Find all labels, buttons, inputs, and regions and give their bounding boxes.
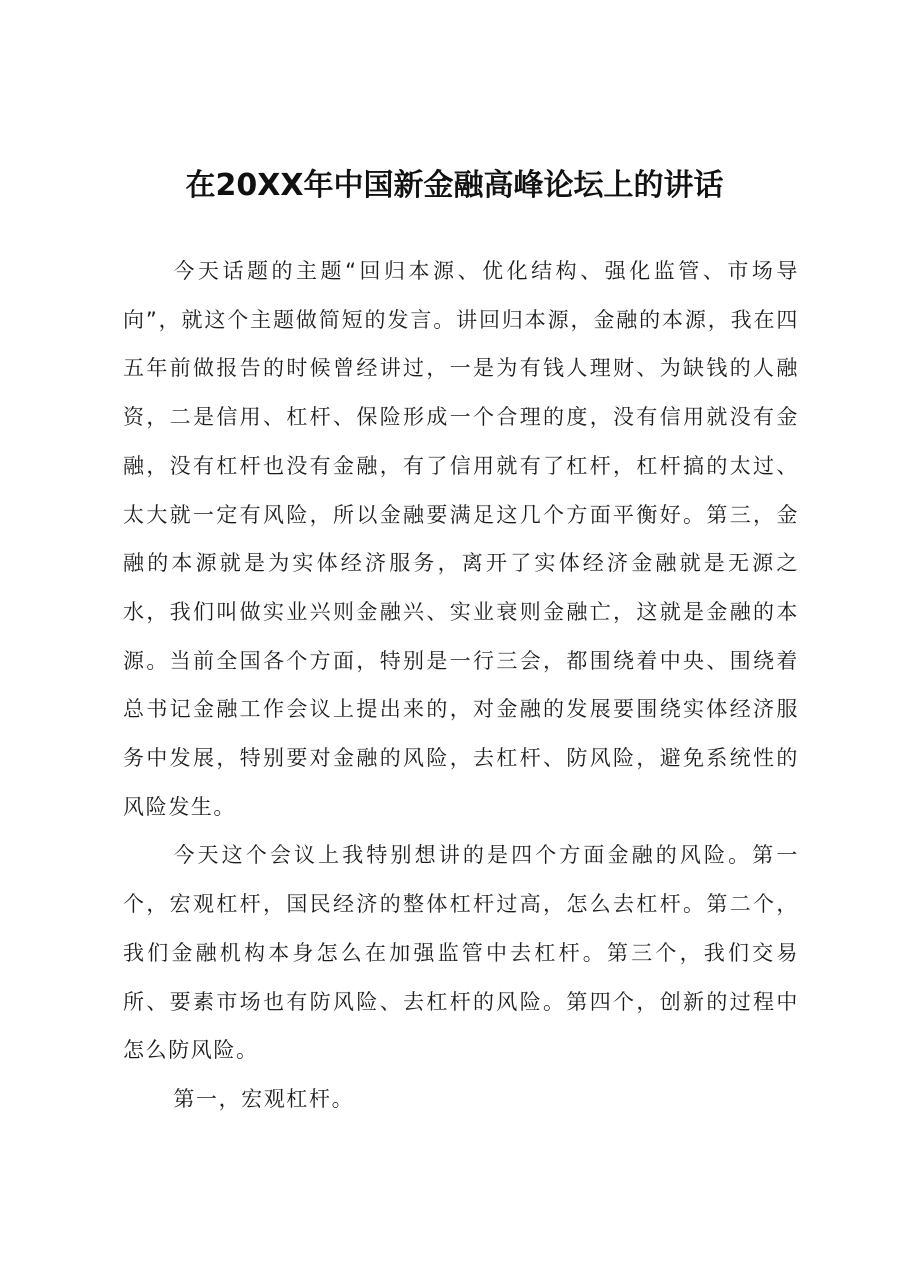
paragraph-3: 第一，宏观杠杆。 <box>173 1086 355 1111</box>
document-body <box>123 247 799 1124</box>
document-title: 在20XX年中国新金融高峰论坛上的讲话 <box>185 168 724 203</box>
paragraph-2: 今天这个会议上我特别想讲的是四个方面金融的风险。第一个，宏观杠杆，国民经济的整体杠杆过高，怎么去杠杆。第二个，我们金融机构本身怎么在加强监管中去杠杆。第三个，我们交易所、要素市场也有防风险、去杠杆的风险。第四个，创新的过程中怎么防风险。 <box>123 843 799 1063</box>
paragraph-1: 今天话题的主题“回归本源、优化结构、强化监管、市场导向”，就这个主题做简短的发言。讲回归本源，金融的本源，我在四五年前做报告的时候曾经讲过，一是为有钱人理财、为缺钱的人融资，二是信用、杠杆、保险形成一个合理的度，没有信用就没有金融，没有杠杆也没有金融，有了信用就有了杠杆，杠杆搞的太过、太大就一定有风险，所以金融要满足这几个方面平衡好。第三，金融的本源就是为实体经济服务，离开了实体经济金融就是无源之水，我们叫做实业兴则金融兴、实业衰则金融亡，这就是金融的本源。当前全国各个方面，特别是一行三会，都围绕着中央、围绕着总书记金融工作会议上提出来的，对金融的发展要围绕实体经济服务中发展，特别要对金融的风险，去杠杆、防风险，避免系统性的风险发生。 <box>123 259 799 819</box>
